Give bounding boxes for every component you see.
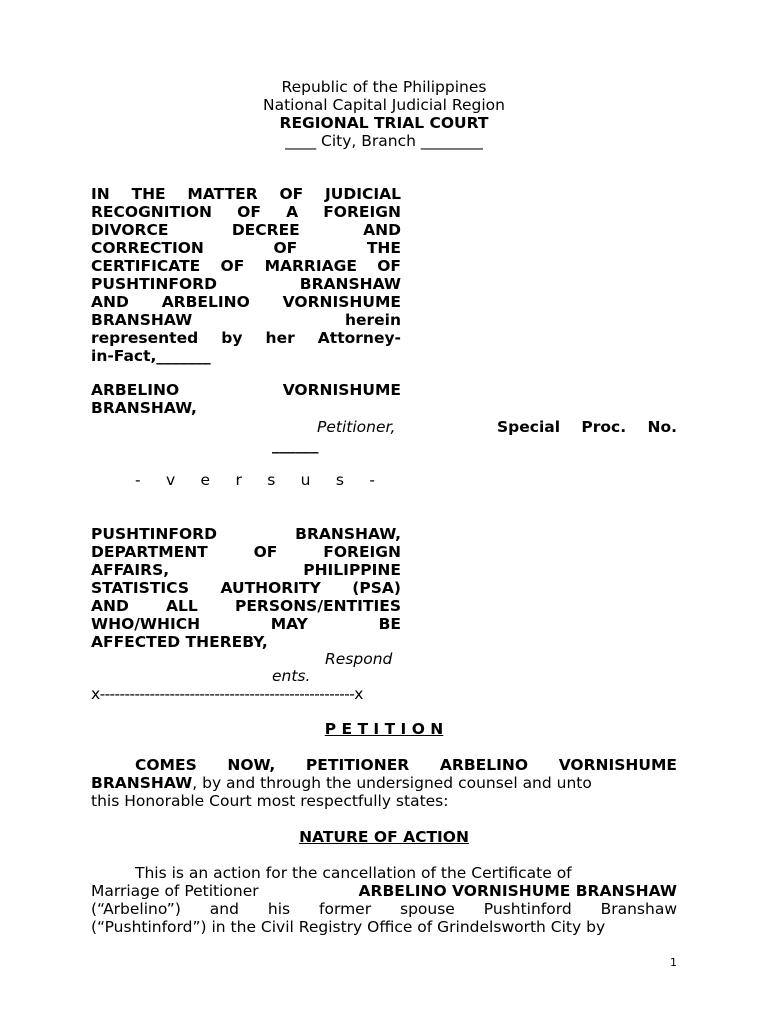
nature-word: and [209, 900, 239, 918]
caption-word: JUDICIAL [324, 185, 401, 203]
petition-title: P E T I T I O N [324, 720, 444, 738]
caption-word: AND [91, 597, 129, 615]
nature-petitioner-name: ARBELINO VORNISHUME BRANSHAW [358, 882, 677, 900]
caption-word: MATTER [187, 185, 258, 203]
caption-word: AUTHORITY [220, 579, 321, 597]
intro-word: ARBELINO [439, 756, 529, 774]
nature-word: spouse [400, 900, 455, 918]
special-proc-word: Special [497, 418, 561, 436]
respondent-lines [91, 525, 401, 633]
petitioner-name-line2: BRANSHAW, [91, 399, 197, 417]
versus-letter: e [200, 471, 211, 489]
caption-word: PHILIPPINE [303, 561, 401, 579]
caption-word: OF [279, 185, 304, 203]
nature-line4: (“Pushtinford”) in the Civil Registry Office of Grindelsworth City by [91, 918, 606, 936]
matter-caption [91, 185, 401, 365]
caption-line [91, 597, 401, 615]
nature-line3 [91, 900, 677, 918]
caption-word: MAY [270, 615, 308, 633]
caption-separator: x---------------------------------------------------x [91, 685, 363, 703]
caption-word: BRANSHAW, [295, 525, 401, 543]
caption-word: AND [91, 293, 129, 311]
caption-word: AND [363, 221, 401, 239]
versus-letter: - [135, 471, 141, 489]
caption-line [91, 203, 401, 221]
caption-line [91, 275, 401, 293]
header-republic: Republic of the Philippines [281, 78, 487, 96]
intro-word: NOW, [227, 756, 276, 774]
caption-word: WHO/WHICH [91, 615, 201, 633]
caption-line [91, 221, 401, 239]
caption-word: PERSONS/ENTITIES [234, 597, 401, 615]
caption-line [91, 579, 401, 597]
nature-word: Branshaw [600, 900, 677, 918]
caption-word: BRANSHAW [91, 311, 193, 329]
caption-word: CORRECTION [91, 239, 204, 257]
caption-word: PUSHTINFORD [91, 275, 217, 293]
caption-word: AFFAIRS, [91, 561, 170, 579]
caption-word: OF [220, 257, 245, 275]
caption-word: RECOGNITION [91, 203, 213, 221]
petitioner-role: Petitioner, [317, 418, 396, 436]
petitioner-caption [91, 381, 401, 417]
caption-word: by [221, 329, 243, 347]
header-branch: ____ City, Branch ________ [285, 132, 483, 150]
intro-line2 [91, 774, 677, 792]
versus-letter: v [165, 471, 176, 489]
caption-word: FOREIGN [323, 203, 401, 221]
petitioner-name-line1 [91, 381, 401, 399]
caption-word: herein [344, 311, 401, 329]
nature-word: Pushtinford [483, 900, 572, 918]
intro-line1 [91, 756, 677, 774]
caption-word: Attorney- [317, 329, 401, 347]
caption-word: DIVORCE [91, 221, 169, 239]
caption-word: represented [91, 329, 199, 347]
caption-line [91, 525, 401, 543]
nature-word: (“Arbelino”) [91, 900, 181, 918]
nature-line2-text: Marriage of Petitioner [91, 882, 259, 900]
special-proc-label [497, 418, 677, 436]
caption-line [91, 543, 401, 561]
nature-paragraph [91, 864, 677, 936]
caption-line [91, 257, 401, 275]
caption-word: FOREIGN [323, 543, 401, 561]
special-proc-blank: ______ [272, 436, 319, 454]
caption-word: OF [237, 203, 261, 221]
court-header [0, 78, 768, 150]
caption-word: OF [253, 543, 278, 561]
versus-letter: s [267, 471, 276, 489]
caption-word: ALL [166, 597, 198, 615]
caption-word: OF [273, 239, 298, 257]
matter-lines [91, 185, 401, 347]
caption-word: VORNISHUME [282, 293, 401, 311]
caption-word: BRANSHAW [299, 275, 401, 293]
caption-line [91, 329, 401, 347]
caption-word: (PSA) [352, 579, 401, 597]
caption-word: THE [366, 239, 401, 257]
caption-line [91, 561, 401, 579]
petitioner-word: ARBELINO [91, 381, 180, 399]
respondent-role-part1: Respond [325, 650, 393, 668]
caption-line [91, 311, 401, 329]
respondent-last-line: AFFECTED THEREBY, [91, 633, 268, 651]
special-proc-word: Proc. [581, 418, 627, 436]
caption-line [91, 615, 401, 633]
nature-of-action-title: NATURE OF ACTION [299, 828, 469, 846]
intro-word: VORNISHUME [558, 756, 677, 774]
caption-line [91, 239, 401, 257]
caption-word: her [265, 329, 295, 347]
caption-word: DEPARTMENT [91, 543, 208, 561]
caption-line [91, 185, 401, 203]
caption-word: DECREE [231, 221, 300, 239]
intro-petitioner-name: BRANSHAW [91, 774, 193, 792]
versus-letter: u [300, 471, 311, 489]
special-proc-word: No. [647, 418, 677, 436]
caption-word: IN [91, 185, 110, 203]
header-region: National Capital Judicial Region [263, 96, 505, 114]
caption-word: A [286, 203, 299, 221]
versus-letter: s [335, 471, 344, 489]
intro-word: PETITIONER [305, 756, 410, 774]
respondent-caption [91, 525, 401, 651]
caption-word: CERTIFICATE [91, 257, 201, 275]
header-court: REGIONAL TRIAL COURT [279, 114, 489, 132]
intro-line3: this Honorable Court most respectfully states: [91, 792, 449, 810]
nature-line1: This is an action for the cancellation of the Certificate of [135, 864, 572, 882]
intro-paragraph [91, 756, 677, 810]
caption-word: STATISTICS [91, 579, 189, 597]
matter-last-line: in-Fact,_______ [91, 347, 211, 365]
caption-word: PUSHTINFORD [91, 525, 217, 543]
versus-letter: r [235, 471, 242, 489]
nature-word: his [267, 900, 291, 918]
nature-word: former [319, 900, 372, 918]
page-number: 1 [670, 956, 677, 969]
caption-word: ARBELINO [161, 293, 250, 311]
caption-line [91, 293, 401, 311]
respondent-role-part2: ents. [272, 667, 311, 685]
caption-word: THE [131, 185, 166, 203]
caption-word: OF [377, 257, 401, 275]
caption-word: MARRIAGE [264, 257, 357, 275]
caption-word: BE [378, 615, 401, 633]
intro-line2-rest: , by and through the undersigned counsel and unto [192, 774, 592, 792]
intro-word: COMES [135, 756, 197, 774]
versus-letter: - [369, 471, 375, 489]
petitioner-word: VORNISHUME [282, 381, 401, 399]
nature-line2 [91, 882, 677, 900]
versus-divider [135, 471, 375, 489]
